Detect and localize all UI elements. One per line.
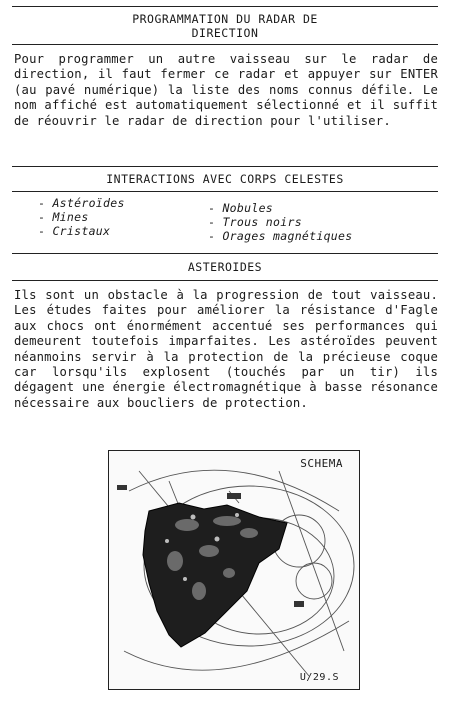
- section-title-asteroides: ASTEROIDES: [187, 260, 263, 274]
- section-title-interactions: INTERACTIONS AVEC CORPS CELESTES: [106, 172, 344, 186]
- asteroides-paragraph: Ils sont un obstacle à la progression de tout vaisseau. Les études faites pour améliorer la résistance d'Fagle aux chocs ont énormément accentué ses performances qui demeurent toutefois imparfaites. Les astéroïdes peuvent néanmoins servir à la protection de la précieuse coque car lorsqu'ils explosent (touchés par un tir) ils dégagent une énergie électromagnétique à basse résonance nécessaire aux boucliers de protection.: [14, 288, 438, 410]
- divider: [12, 166, 438, 167]
- list-item: - Nobules: [208, 201, 352, 215]
- asteroid-schema-image: [109, 451, 359, 689]
- list-item: - Cristaux: [38, 224, 125, 238]
- divider: [12, 191, 438, 192]
- asteroid-schema-figure: [108, 450, 360, 690]
- list-item: - Trous noirs: [208, 215, 352, 229]
- figure-reference: U/29.S: [299, 672, 339, 683]
- divider: [12, 253, 438, 254]
- divider: [12, 280, 438, 281]
- figure-label-schema: SCHEMA: [300, 457, 343, 470]
- programmation-paragraph: Pour programmer un autre vaisseau sur le radar de direction, il faut fermer ce radar et appuyer sur ENTER (au pavé numérique) la liste des noms connus défile. Le nom affiché est automatiquement sélectionné et il suffit de réouvrir le radar de direction pour l'utiliser.: [14, 52, 438, 128]
- list-item: - Astéroïdes: [38, 196, 125, 210]
- list-item: - Mines: [38, 210, 125, 224]
- section-title-programmation: PROGRAMMATION DU RADAR DE DIRECTION: [132, 12, 318, 40]
- list-item: - Orages magnétiques: [208, 229, 352, 243]
- divider: [12, 44, 438, 45]
- celestial-list-left: [38, 196, 125, 239]
- asteroid-shape: [143, 503, 287, 647]
- celestial-list-right: [208, 201, 352, 244]
- top-rule: [12, 6, 438, 7]
